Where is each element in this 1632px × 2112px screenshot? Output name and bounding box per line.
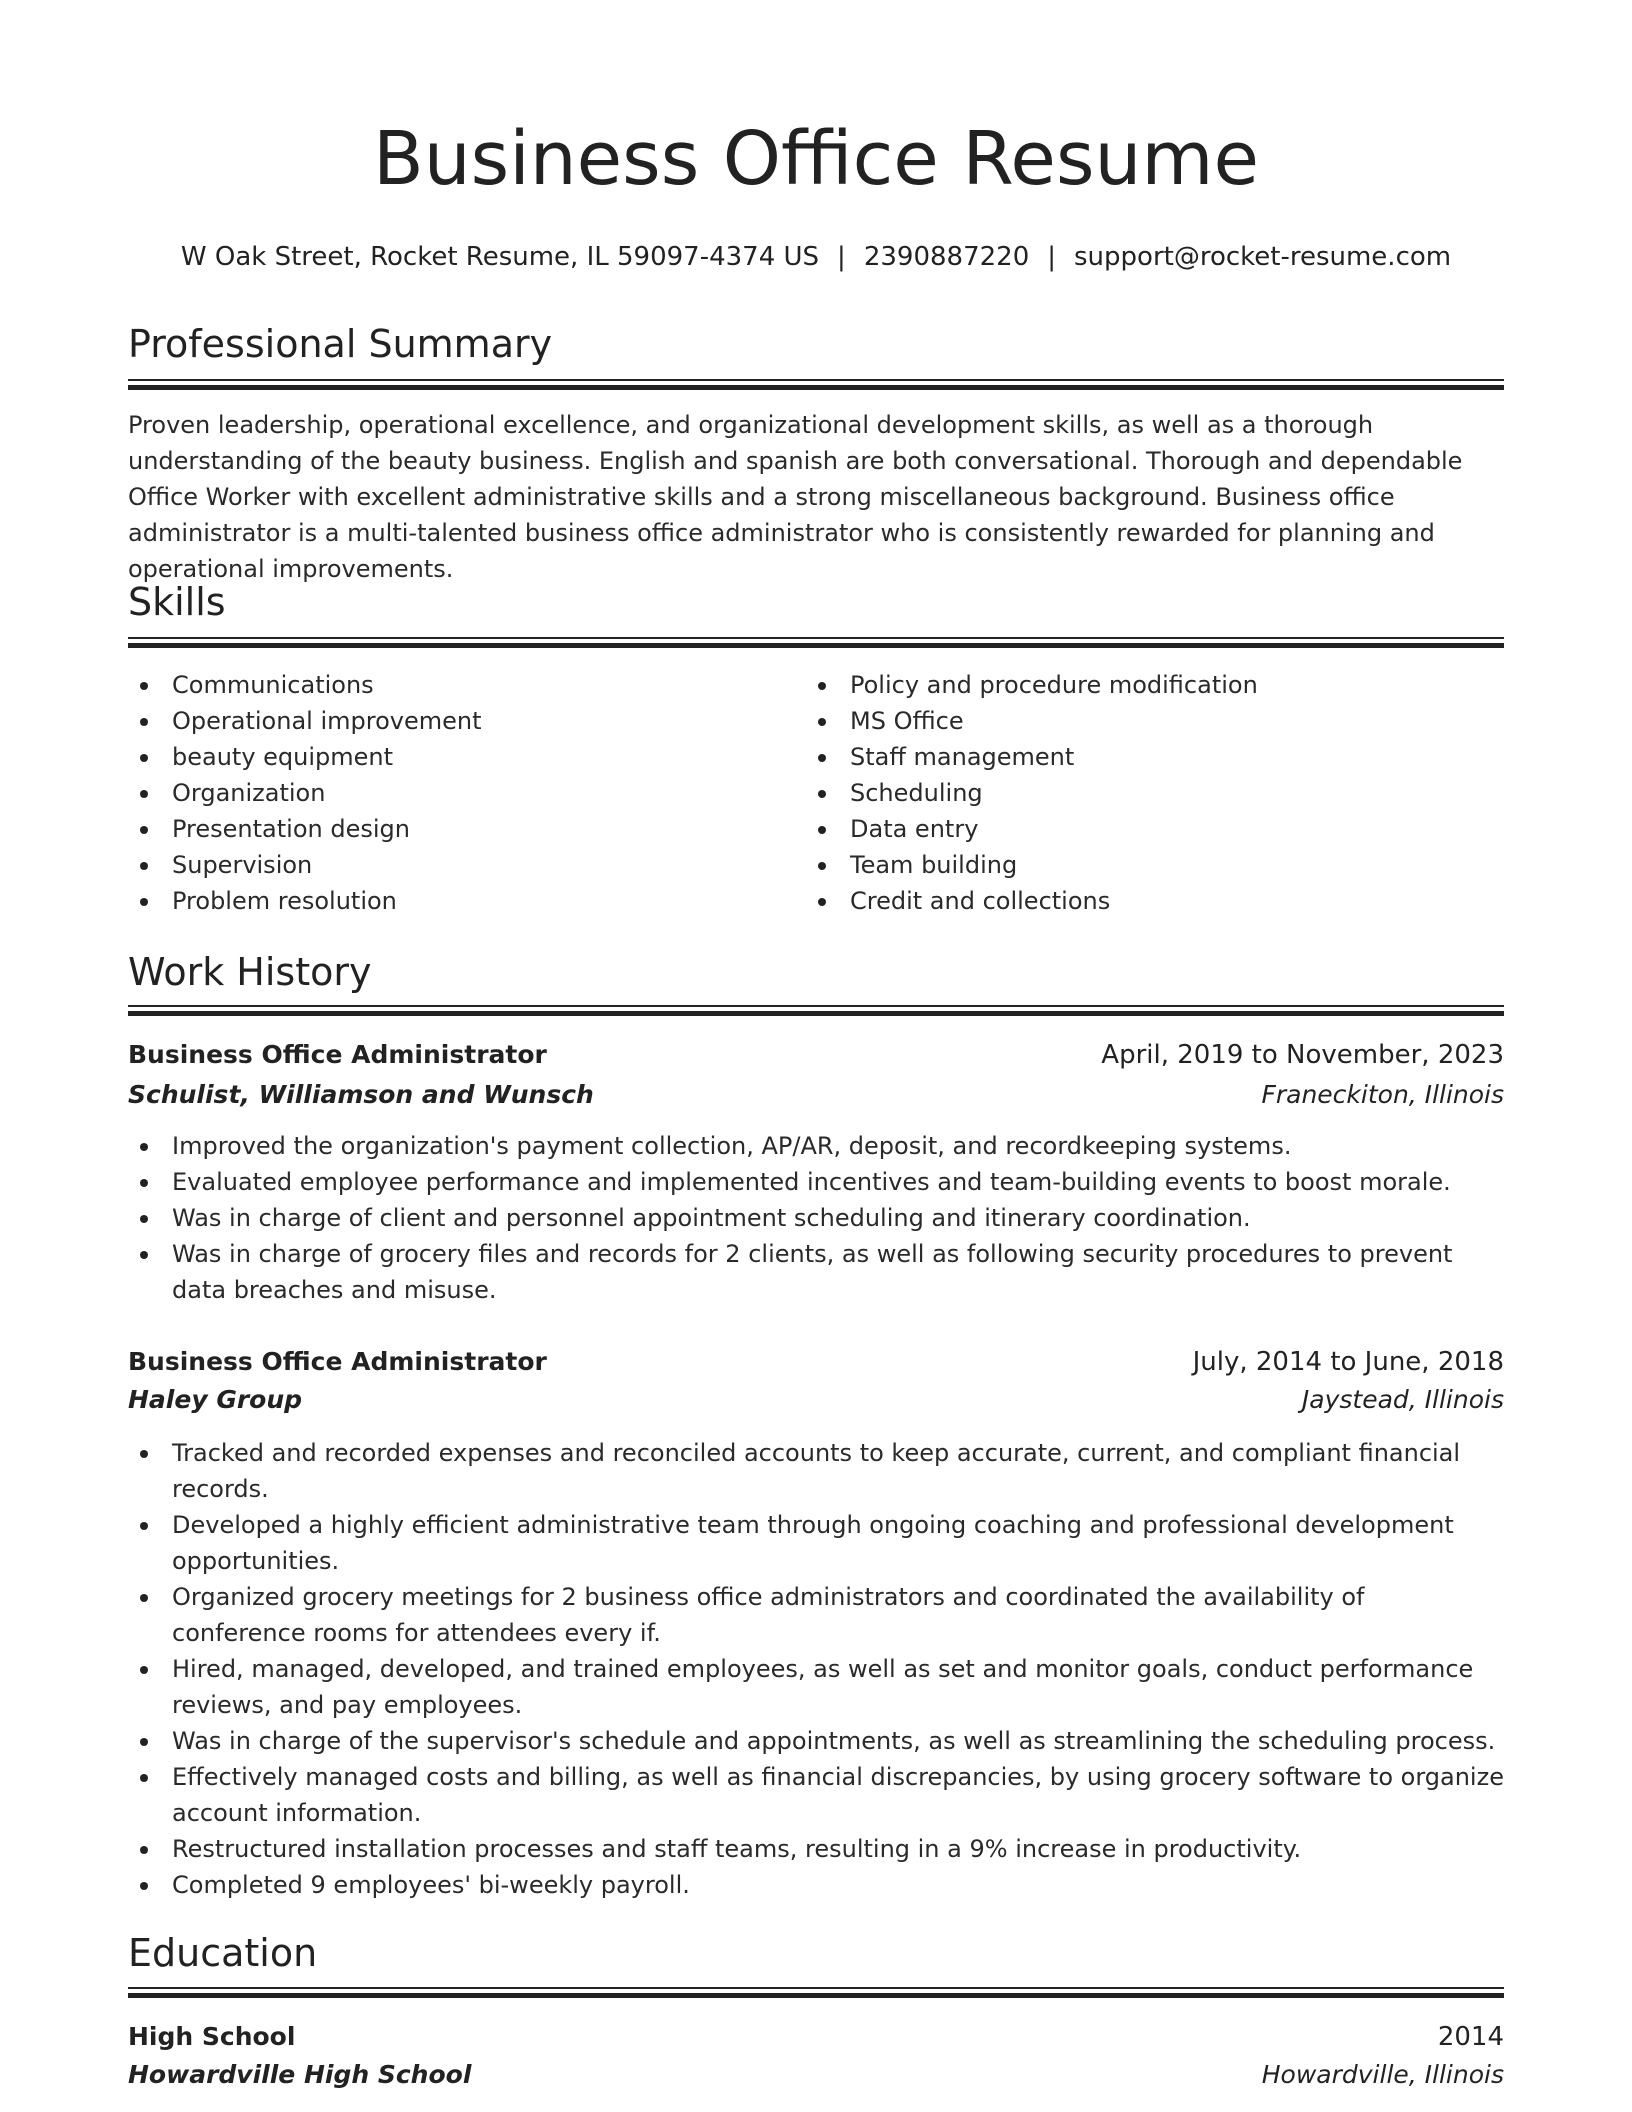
bullet-dot [818,898,826,906]
work-history-heading: Work History [128,950,372,994]
bullet-dot [818,754,826,762]
skill-item [128,667,808,703]
job-bullet-text: Was in charge of grocery files and records for 2 clients, as well as following security procedures to prevent data breaches and misuse. [172,1240,1453,1304]
bullet-dot [140,1738,148,1746]
skill-item [806,739,1486,775]
bullet-dot [140,1522,148,1530]
summary-text: Proven leadership, operational excellence, and organizational development skills, as well as a thorough understanding of the beauty business. English and spanish are both conversational. Thorough and dependable Office Worker with excellent administrative skills and a strong miscellaneous background. Business office administrator is a multi-talented business office administrator who is consistently rewarded for planning and operational improvements. [128,411,1463,583]
job-location: Franeckiton, Illinois [1261,1080,1504,1109]
job-bullet [128,1128,1504,1164]
skill-item [128,775,808,811]
skill-label: MS Office [850,707,964,735]
bullet-dot [140,1179,148,1187]
bullet-dot [140,862,148,870]
job-bullets [128,1435,1504,1903]
bullet-dot [818,826,826,834]
bullet-dot [818,790,826,798]
skills-heading: Skills [128,580,226,624]
skills-column-left [128,667,808,919]
skill-label: Presentation design [172,815,410,843]
education-year: 2014 [1437,2022,1504,2052]
education-header [128,2020,1504,2054]
skill-item [128,703,808,739]
skill-item [806,811,1486,847]
job-bullet [128,1759,1504,1831]
skill-item [806,847,1486,883]
skill-label: Organization [172,779,326,807]
bullet-dot [818,718,826,726]
skill-label: Team building [850,851,1018,879]
job-bullet [128,1507,1504,1579]
contact-email[interactable]: support@rocket-resume.com [1074,242,1452,272]
job-company: Schulist, Williamson and Wunsch [128,1080,594,1109]
skill-label: beauty equipment [172,743,394,771]
job-bullet-text: Evaluated employee performance and implemented incentives and team-building events to boost morale. [172,1168,1451,1196]
skill-label: Data entry [850,815,979,843]
job-header [128,1345,1504,1379]
job-bullet [128,1435,1504,1507]
bullet-dot [140,1882,148,1890]
skill-item [806,883,1486,919]
job-bullet-text: Effectively managed costs and billing, as well as financial discrepancies, by using grocery software to organize account information. [172,1763,1504,1827]
skill-label: Staff management [850,743,1075,771]
bullet-dot [140,754,148,762]
bullet-dot [140,1846,148,1854]
education-school: Howardville High School [128,2060,472,2089]
bullet-dot [140,898,148,906]
contact-phone: 2390887220 [863,242,1030,272]
contact-line [128,240,1504,274]
education-location: Howardville, Illinois [1261,2060,1504,2089]
job-employer-row [128,1383,1504,1417]
skill-item [128,883,808,919]
education-degree: High School [128,2022,296,2051]
skill-item [806,775,1486,811]
skill-item [128,739,808,775]
job-company: Haley Group [128,1385,303,1414]
bullet-dot [140,1251,148,1259]
job-bullet-text: Was in charge of the supervisor's schedule and appointments, as well as streamlining the scheduling process. [172,1727,1496,1755]
job-bullet-text: Tracked and recorded expenses and reconciled accounts to keep accurate, current, and compliant financial records. [172,1439,1461,1503]
job-bullet [128,1164,1504,1200]
job-title: Business Office Administrator [128,1347,547,1376]
job-bullets [128,1128,1504,1308]
skill-label: Problem resolution [172,887,397,915]
skill-item [806,667,1486,703]
job-bullet [128,1831,1504,1867]
section-divider [128,1005,1504,1015]
summary-heading: Professional Summary [128,322,553,366]
bullet-dot [140,718,148,726]
contact-address: W Oak Street, Rocket Resume, IL 59097-4374 US [180,242,820,272]
section-divider [128,1987,1504,1997]
bullet-dot [140,790,148,798]
skills-column-right [806,667,1486,919]
skill-label: Communications [172,671,374,699]
section-divider [128,637,1504,647]
job-employer-row [128,1078,1504,1112]
contact-separator: | [837,242,846,272]
contact-separator: | [1047,242,1056,272]
bullet-dot [818,682,826,690]
bullet-dot [140,1594,148,1602]
job-bullet [128,1200,1504,1236]
job-bullet [128,1723,1504,1759]
skill-label: Supervision [172,851,313,879]
job-bullet [128,1236,1504,1308]
education-heading: Education [128,1931,318,1975]
skill-label: Credit and collections [850,887,1111,915]
job-bullet-text: Restructured installation processes and staff teams, resulting in a 9% increase in productivity. [172,1835,1302,1863]
skill-item [128,811,808,847]
resume-name: Business Office Resume [372,116,1260,202]
bullet-dot [140,1774,148,1782]
skill-item [806,703,1486,739]
job-bullet [128,1579,1504,1651]
skill-label: Policy and procedure modification [850,671,1258,699]
job-bullet-text: Was in charge of client and personnel appointment scheduling and itinerary coordination. [172,1204,1251,1232]
bullet-dot [818,862,826,870]
education-school-row [128,2058,1504,2092]
job-header [128,1038,1504,1072]
bullet-dot [140,1143,148,1151]
bullet-dot [140,1215,148,1223]
skill-item [128,847,808,883]
job-dates: April, 2019 to November, 2023 [1101,1040,1504,1070]
job-bullet-text: Improved the organization's payment collection, AP/AR, deposit, and recordkeeping systems. [172,1132,1292,1160]
job-bullet-text: Hired, managed, developed, and trained employees, as well as set and monitor goals, conduct performance reviews, and pay employees. [172,1655,1474,1719]
job-title: Business Office Administrator [128,1040,547,1069]
job-dates: July, 2014 to June, 2018 [1192,1347,1504,1377]
bullet-dot [140,682,148,690]
job-bullet-text: Completed 9 employees' bi-weekly payroll. [172,1871,690,1899]
bullet-dot [140,1666,148,1674]
section-divider [128,379,1504,389]
job-location: Jaystead, Illinois [1301,1385,1504,1414]
job-bullet [128,1867,1504,1903]
job-bullet-text: Developed a highly efficient administrative team through ongoing coaching and professional development opportunities. [172,1511,1454,1575]
skill-label: Scheduling [850,779,983,807]
job-bullet-text: Organized grocery meetings for 2 business office administrators and coordinated the availability of conference rooms for attendees every if. [172,1583,1365,1647]
bullet-dot [140,1450,148,1458]
bullet-dot [140,826,148,834]
job-bullet [128,1651,1504,1723]
skill-label: Operational improvement [172,707,482,735]
